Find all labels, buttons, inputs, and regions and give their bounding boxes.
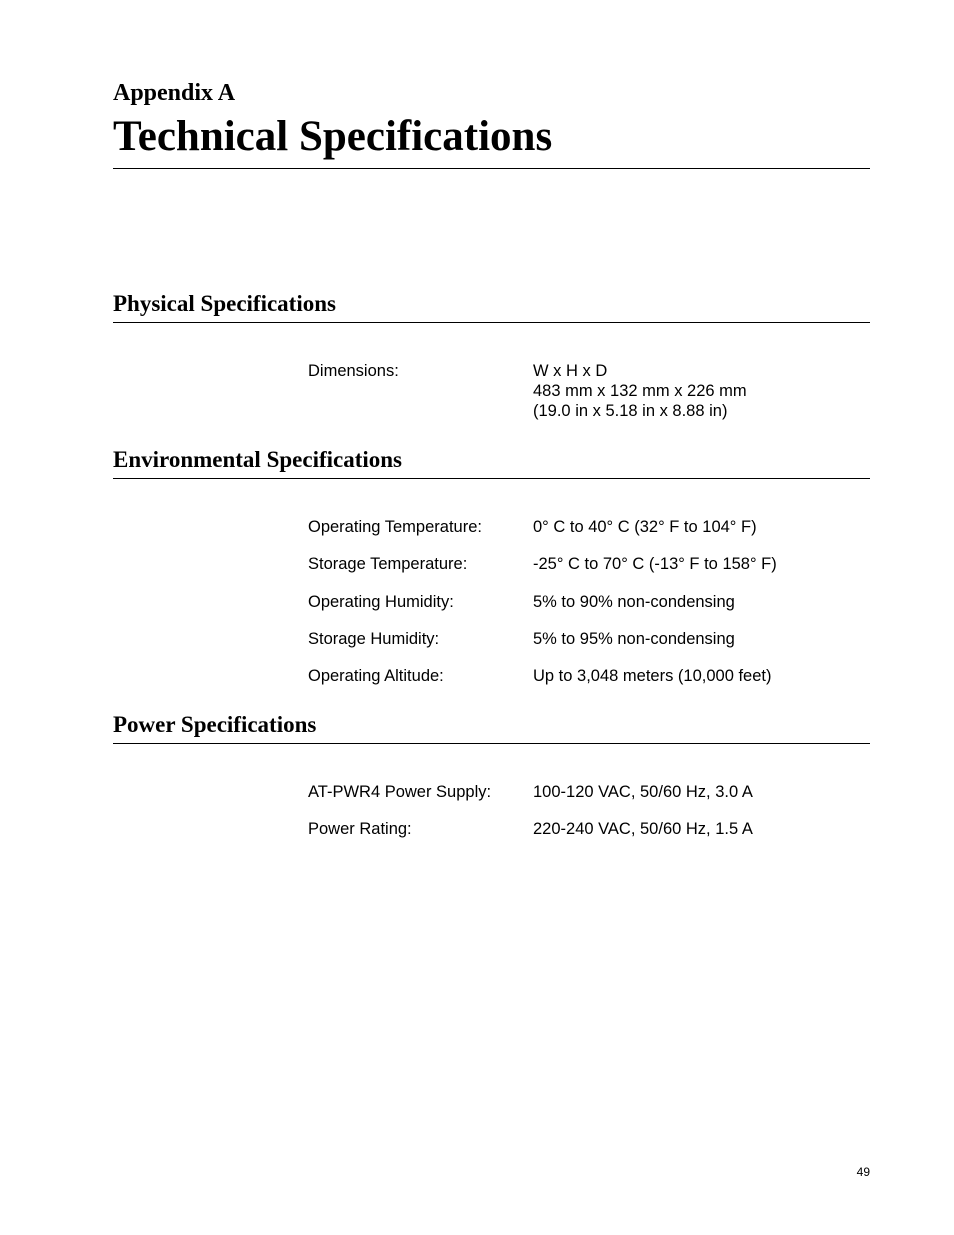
spec-row-power-supply	[308, 782, 828, 802]
spec-value: 5% to 90% non-condensing	[533, 593, 735, 611]
spec-label: AT-PWR4 Power Supply:	[308, 783, 492, 801]
appendix-label: Appendix A	[113, 80, 236, 106]
environmental-section-divider	[113, 478, 870, 479]
spec-row-operating-temperature	[308, 517, 828, 537]
title-divider	[113, 168, 870, 169]
physical-specifications-heading: Physical Specifications	[113, 291, 336, 316]
spec-label: Storage Temperature:	[308, 555, 468, 573]
spec-value	[533, 361, 747, 421]
spec-value: 100-120 VAC, 50/60 Hz, 3.0 A	[533, 783, 753, 801]
spec-row-power-rating	[308, 819, 828, 839]
page-title: Technical Specifications	[113, 113, 553, 160]
dimensions-line: 483 mm x 132 mm x 226 mm	[533, 382, 747, 400]
environmental-specifications-heading: Environmental Specifications	[113, 447, 403, 472]
power-specifications-heading: Power Specifications	[113, 712, 317, 737]
dimensions-line: (19.0 in x 5.18 in x 8.88 in)	[533, 402, 728, 420]
spec-label: Power Rating:	[308, 820, 412, 838]
spec-value: 220-240 VAC, 50/60 Hz, 1.5 A	[533, 820, 753, 838]
spec-value: -25° C to 70° C (-13° F to 158° F)	[533, 555, 777, 573]
spec-row-storage-temperature	[308, 554, 828, 574]
spec-row-operating-altitude	[308, 666, 828, 686]
page-number: 49	[856, 1165, 870, 1179]
spec-label: Storage Humidity:	[308, 630, 440, 648]
spec-value: 0° C to 40° C (32° F to 104° F)	[533, 518, 757, 536]
spec-label: Operating Altitude:	[308, 667, 444, 685]
power-section-divider	[113, 743, 870, 744]
physical-section-divider	[113, 322, 870, 323]
dimensions-line: W x H x D	[533, 362, 608, 380]
spec-value: 5% to 95% non-condensing	[533, 630, 735, 648]
spec-row-storage-humidity	[308, 629, 828, 649]
spec-row-dimensions	[308, 361, 828, 421]
spec-label: Operating Humidity:	[308, 593, 454, 611]
spec-value: Up to 3,048 meters (10,000 feet)	[533, 667, 772, 685]
spec-label: Operating Temperature:	[308, 518, 482, 536]
spec-row-operating-humidity	[308, 592, 828, 612]
spec-label: Dimensions:	[308, 362, 399, 380]
